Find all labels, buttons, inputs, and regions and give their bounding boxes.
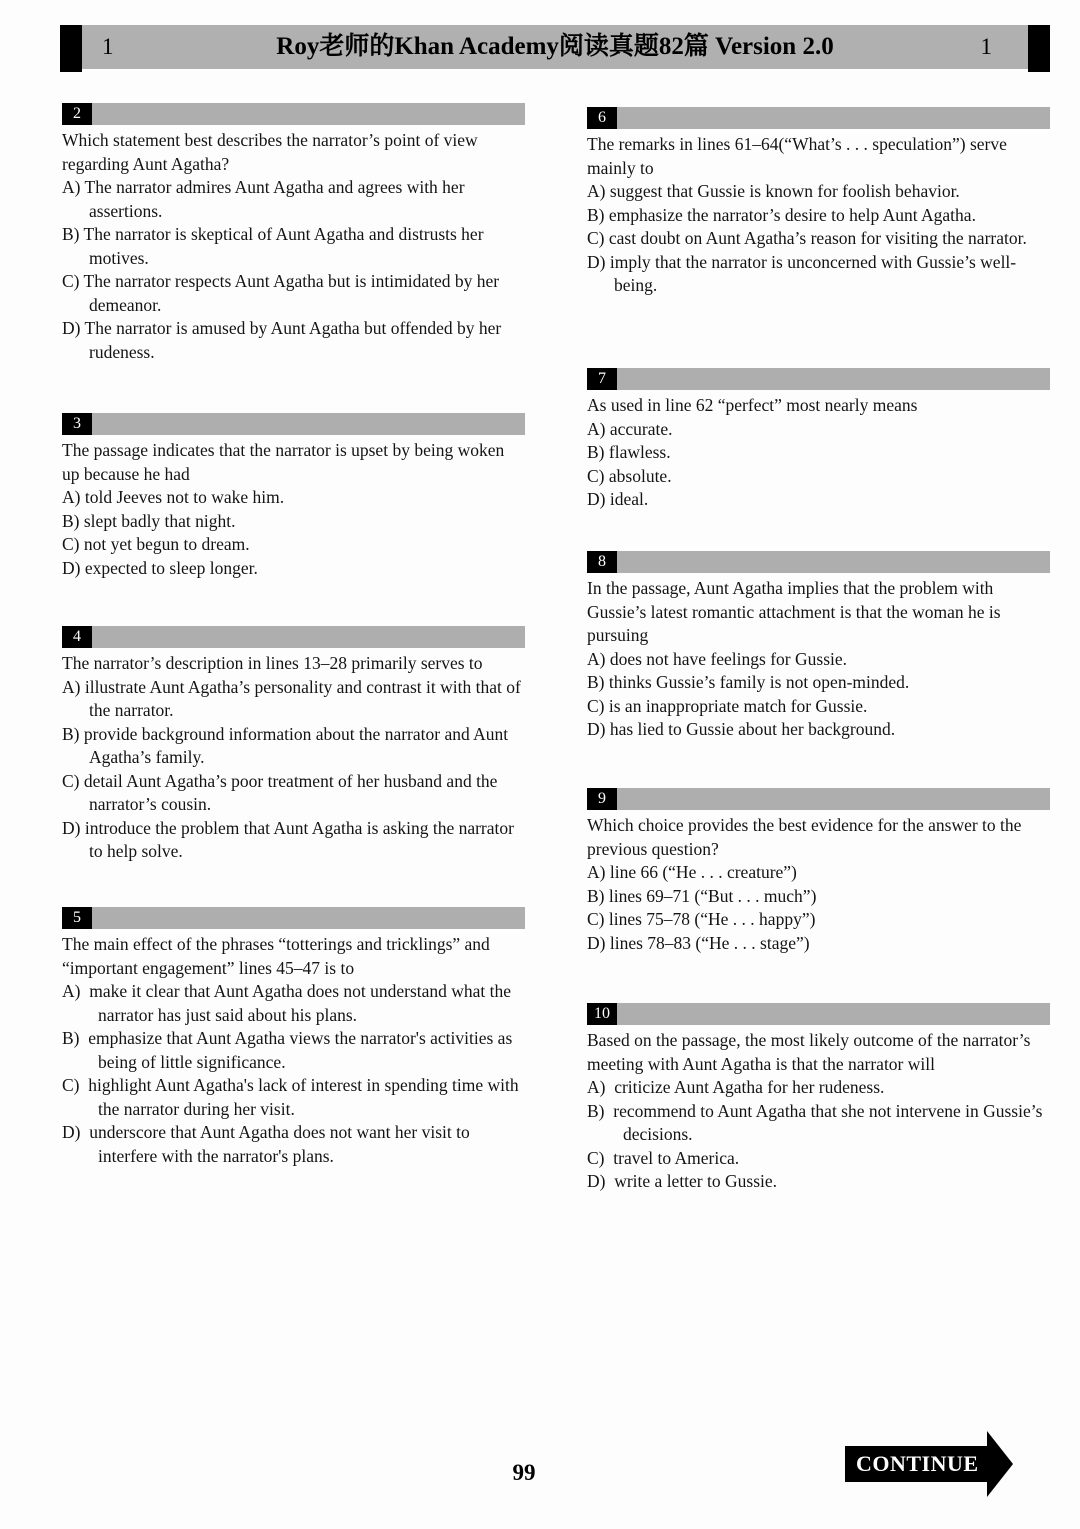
answer-choice-c: C) is an inappropriate match for Gussie.: [587, 695, 868, 716]
question-stem: Based on the passage, the most likely outcome of the narrator’s meeting with Aunt Agatha is that the narrator will: [587, 1030, 1031, 1074]
answer-choice-a: A) illustrate Aunt Agatha’s personality and contrast it with that of the narrator.: [62, 676, 521, 720]
answer-choice-a: A) make it clear that Aunt Agatha does not understand what the narrator has just said about his plans.: [62, 981, 512, 1025]
answer-choice-c: C) detail Aunt Agatha’s poor treatment of her husband and the narrator’s cousin.: [62, 770, 498, 814]
question-9: [587, 788, 1050, 955]
question-3: [62, 413, 525, 580]
answer-choice-a: A) accurate.: [587, 418, 673, 439]
question-number-bar: [587, 1003, 1050, 1025]
question-number: 8: [587, 551, 617, 573]
question-number-bar: [587, 368, 1050, 390]
question-number-bar: [62, 626, 525, 648]
question-number-bar: [62, 907, 525, 929]
question-7: [587, 368, 1050, 512]
answer-choice-a: A) does not have feelings for Gussie.: [587, 648, 848, 669]
question-number: 10: [587, 1003, 617, 1025]
question-number-bar: [587, 107, 1050, 129]
question-number-bar: [62, 103, 525, 125]
answer-choice-b: B) lines 69–71 (“But . . . much”): [587, 885, 817, 906]
arrow-head-icon: [987, 1431, 1013, 1497]
question-stem: The remarks in lines 61–64(“What’s . . . speculation”) serve mainly to: [587, 134, 1007, 178]
answer-choice-c: C) absolute.: [587, 465, 672, 486]
question-number: 5: [62, 907, 92, 929]
answer-choice-b: B) thinks Gussie’s family is not open-minded.: [587, 672, 910, 692]
answer-choice-d: D) write a letter to Gussie.: [587, 1171, 778, 1191]
header-bar: [60, 25, 1050, 69]
question-2: [62, 103, 525, 364]
answer-choice-c: C) cast doubt on Aunt Agatha’s reason for visiting the narrator.: [587, 228, 1027, 248]
question-5: [62, 907, 525, 1168]
question-6: [587, 107, 1050, 298]
answer-choice-c: C) travel to America.: [587, 1147, 740, 1168]
answer-choice-d: D) ideal.: [587, 489, 649, 509]
question-4: [62, 626, 525, 864]
answer-choice-b: B) recommend to Aunt Agatha that she not intervene in Gussie’s decisions.: [587, 1100, 1043, 1144]
question-stem: In the passage, Aunt Agatha implies that the problem with Gussie’s latest romantic attachment is that the woman he is pursuing: [587, 578, 1001, 645]
question-number: 4: [62, 626, 92, 648]
answer-choice-b: B) slept badly that night.: [62, 510, 236, 531]
header-left-section-number: 1: [102, 34, 114, 59]
question-stem: The narrator’s description in lines 13–28 primarily serves to: [62, 653, 483, 673]
question-number: 6: [587, 107, 617, 129]
answer-choice-c: C) not yet begun to dream.: [62, 534, 250, 554]
question-stem: Which choice provides the best evidence for the answer to the previous question?: [587, 815, 1022, 859]
continue-label: CONTINUE: [845, 1446, 988, 1482]
question-10: [587, 1003, 1050, 1194]
footer-page-number: 99: [512, 1460, 536, 1485]
question-stem: Which statement best describes the narrator’s point of view regarding Aunt Agatha?: [62, 130, 478, 174]
question-stem: As used in line 62 “perfect” most nearly means: [587, 395, 918, 415]
header-right-section-number: 1: [980, 34, 992, 59]
answer-choice-a: A) The narrator admires Aunt Agatha and agrees with her assertions.: [62, 177, 465, 221]
answer-choice-c: C) The narrator respects Aunt Agatha but is intimidated by her demeanor.: [62, 271, 500, 315]
continue-arrow: [845, 1431, 1013, 1497]
question-number: 7: [587, 368, 617, 390]
answer-choice-c: C) highlight Aunt Agatha's lack of interest in spending time with the narrator during her visit.: [62, 1075, 519, 1119]
answer-choice-b: B) emphasize that Aunt Agatha views the narrator's activities as being of little significance.: [62, 1028, 513, 1072]
question-number-bar: [587, 551, 1050, 573]
answer-choice-d: D) expected to sleep longer.: [62, 557, 258, 578]
question-number-bar: [62, 413, 525, 435]
answer-choice-b: B) flawless.: [587, 442, 671, 462]
answer-choice-a: A) suggest that Gussie is known for foolish behavior.: [587, 181, 960, 201]
answer-choice-d: D) has lied to Gussie about her background.: [587, 719, 896, 739]
answer-choice-d: D) imply that the narrator is unconcerned with Gussie’s well-being.: [587, 251, 1017, 295]
answer-choice-d: D) underscore that Aunt Agatha does not want her visit to interfere with the narrator's plans.: [62, 1122, 470, 1166]
answer-choice-a: A) line 66 (“He . . . creature”): [587, 862, 797, 882]
question-number: 3: [62, 413, 92, 435]
answer-choice-b: B) provide background information about the narrator and Aunt Agatha’s family.: [62, 723, 509, 767]
answer-choice-d: D) introduce the problem that Aunt Agatha is asking the narrator to help solve.: [62, 817, 514, 861]
answer-choice-b: B) emphasize the narrator’s desire to help Aunt Agatha.: [587, 204, 976, 225]
page-title: Roy老师的Khan Academy阅读真题82篇 Version 2.0: [276, 33, 834, 60]
question-number: 9: [587, 788, 617, 810]
question-stem: The passage indicates that the narrator is upset by being woken up because he had: [62, 440, 505, 484]
question-8: [587, 551, 1050, 742]
answer-choice-b: B) The narrator is skeptical of Aunt Agatha and distrusts her motives.: [62, 224, 484, 268]
answer-choice-d: D) The narrator is amused by Aunt Agatha but offended by her rudeness.: [62, 318, 502, 362]
question-number: 2: [62, 103, 92, 125]
answer-choice-c: C) lines 75–78 (“He . . . happy”): [587, 909, 816, 929]
header-right-black-block: [1028, 25, 1050, 72]
question-number-bar: [587, 788, 1050, 810]
answer-choice-d: D) lines 78–83 (“He . . . stage”): [587, 932, 810, 953]
answer-choice-a: A) criticize Aunt Agatha for her rudeness.: [587, 1077, 885, 1097]
answer-choice-a: A) told Jeeves not to wake him.: [62, 487, 285, 507]
question-stem: The main effect of the phrases “totterings and tricklings” and “important engagement” lines 45–47 is to: [62, 934, 490, 978]
